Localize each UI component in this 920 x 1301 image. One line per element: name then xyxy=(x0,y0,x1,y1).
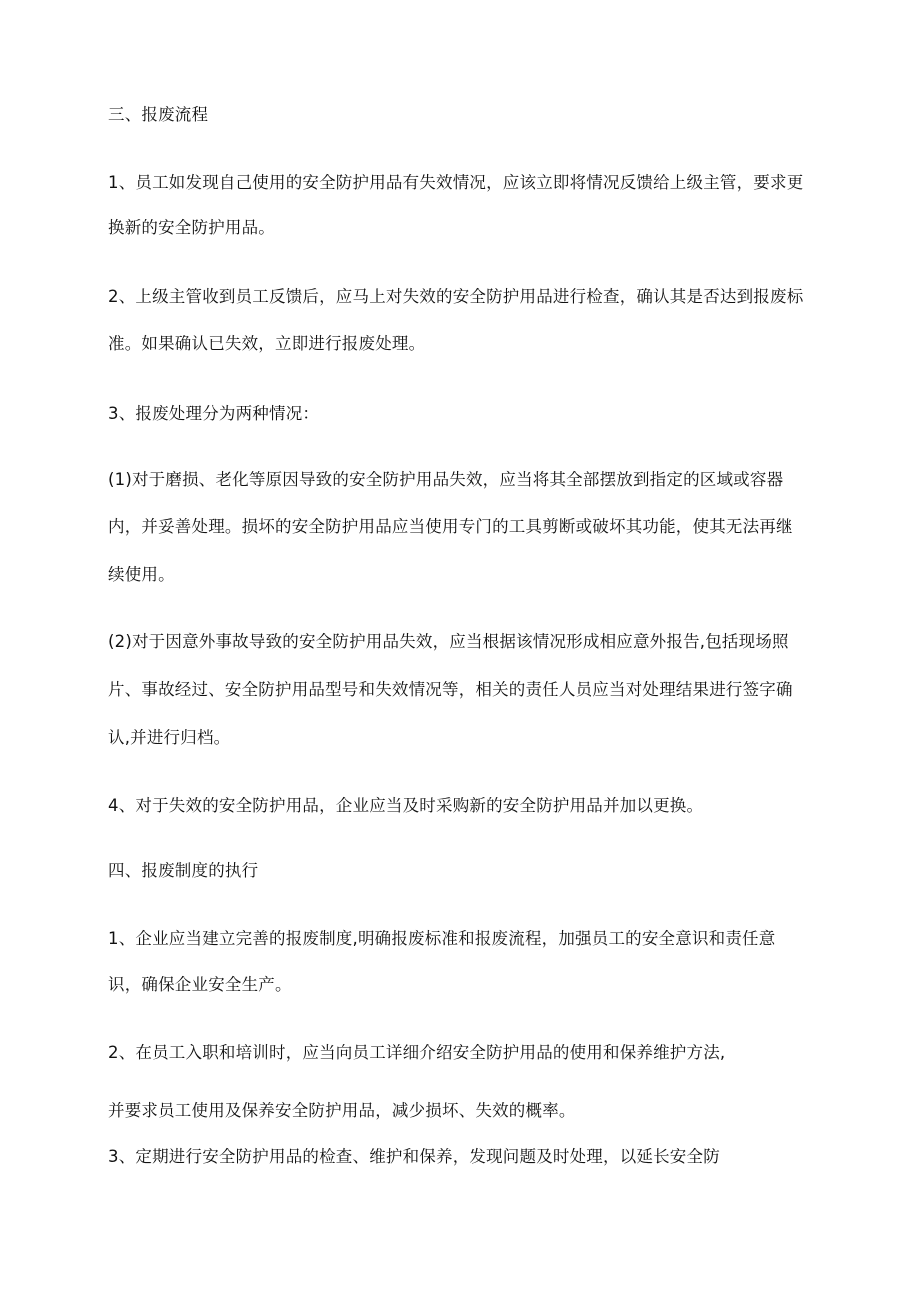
section-three-item-2-line-2: 准。如果确认已失效，立即进行报废处理。 xyxy=(108,334,426,353)
section-four-item-3-line-1: 3、定期进行安全防护用品的检查、维护和保养，发现问题及时处理，以延长安全防 xyxy=(108,1147,720,1166)
section-four-item-1-line-1: 1、企业应当建立完善的报废制度,明确报废标准和报废流程，加强员工的安全意识和责任意 xyxy=(108,929,776,948)
section-three-sub-1-line-1: (1)对于磨损、老化等原因导致的安全防护用品失效，应当将其全部摆放到指定的区域或容器 xyxy=(108,470,784,489)
section-three-item-2-line-1: 2、上级主管收到员工反馈后，应马上对失效的安全防护用品进行检查，确认其是否达到报废标 xyxy=(108,287,804,306)
section-three-item-1-line-2: 换新的安全防护用品。 xyxy=(108,218,275,237)
section-four-item-2-line-1: 2、在员工入职和培训时，应当向员工详细介绍安全防护用品的使用和保养维护方法, xyxy=(108,1043,726,1062)
section-three-heading: 三、报废流程 xyxy=(108,105,209,124)
section-three-sub-1-line-3: 续使用。 xyxy=(108,565,175,584)
section-four-item-1-line-2: 识，确保企业安全生产。 xyxy=(108,975,292,994)
section-three-item-3-line-1: 3、报废处理分为两种情况： xyxy=(108,404,320,423)
section-three-sub-1-line-2: 内，并妥善处理。损坏的安全防护用品应当使用专门的工具剪断或破坏其功能，使其无法再继 xyxy=(108,517,793,536)
section-three-item-4-line-1: 4、对于失效的安全防护用品，企业应当及时采购新的安全防护用品并加以更换。 xyxy=(108,796,704,815)
section-three-sub-2-line-3: 认,并进行归档。 xyxy=(108,728,231,747)
section-four-item-2-line-2: 并要求员工使用及保养安全防护用品，减少损坏、失效的概率。 xyxy=(108,1101,576,1120)
section-three-sub-2-line-2: 片、事故经过、安全防护用品型号和失效情况等，相关的责任人员应当对处理结果进行签字确 xyxy=(108,680,793,699)
section-three-item-1-line-1: 1、员工如发现自己使用的安全防护用品有失效情况，应该立即将情况反馈给上级主管，要求更 xyxy=(108,173,804,192)
section-four-heading: 四、报废制度的执行 xyxy=(108,861,259,880)
section-three-sub-2-line-1: (2)对于因意外事故导致的安全防护用品失效，应当根据该情况形成相应意外报告,包括现场照 xyxy=(108,632,789,651)
